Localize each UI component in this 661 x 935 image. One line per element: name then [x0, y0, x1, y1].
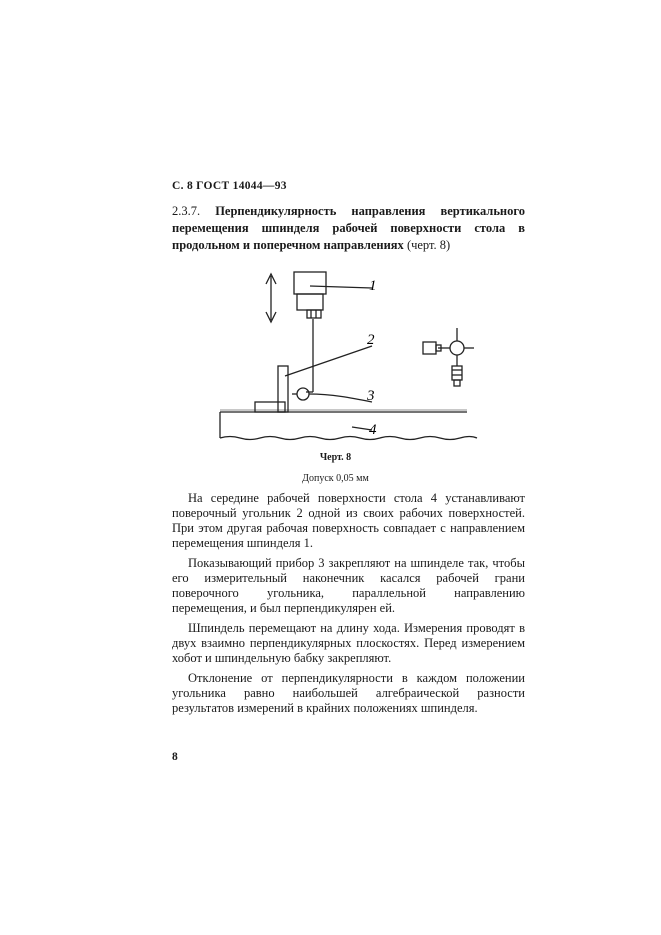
figure-caption: Черт. 8 — [319, 452, 352, 463]
dial-indicator — [292, 388, 372, 402]
plan-view — [423, 328, 474, 386]
paragraph: Шпиндель перемещают на длину хода. Измерения проводят в двух взаимно перпендикулярных плоскостях. Перед измерением хобот и шпиндельную бабку закрепляют. — [172, 621, 525, 665]
callout-label-1: 1 — [369, 278, 377, 294]
section-number: 2.3.7. — [172, 204, 201, 218]
callout-label-2: 2 — [367, 332, 375, 348]
callout-label-4: 4 — [369, 422, 377, 438]
figure-reference: (черт. 8) — [406, 238, 451, 252]
page-number: 8 — [172, 751, 178, 763]
section-heading: Перпендикулярность направления вертикального перемещения шпинделя рабочей поверхности стола в продольном и поперечном направлениях — [172, 204, 525, 252]
paragraph: Отклонение от перпендикулярности в каждом положении угольника равно наибольшей алгебраической разности результатов измерений в крайних положениях шпинделя. — [172, 671, 525, 715]
technical-drawing — [212, 262, 512, 447]
paragraph: Показывающий прибор 3 закрепляют на шпинделе так, чтобы его измерительный наконечник касался рабочей грани поверочного угольника, параллельной направлению перемещения, и был перпендикулярен ей. — [172, 556, 525, 615]
paragraph: На середине рабочей поверхности стола 4 устанавливают поверочный угольник 2 одной из своих рабочих поверхностей. При этом другая рабочая поверхность совпадает с направлением перемещения шпинделя 1. — [172, 491, 525, 550]
indicator-rod — [306, 319, 313, 392]
page-header: С. 8 ГОСТ 14044—93 — [172, 180, 287, 192]
machine-table — [220, 410, 477, 440]
body-text — [172, 491, 525, 721]
tolerance-caption: Допуск 0,05 мм — [302, 473, 369, 484]
movement-arrow-icon — [266, 274, 276, 322]
spindle — [294, 272, 372, 318]
callout-label-3: 3 — [367, 388, 375, 404]
section-paragraph — [172, 203, 525, 254]
